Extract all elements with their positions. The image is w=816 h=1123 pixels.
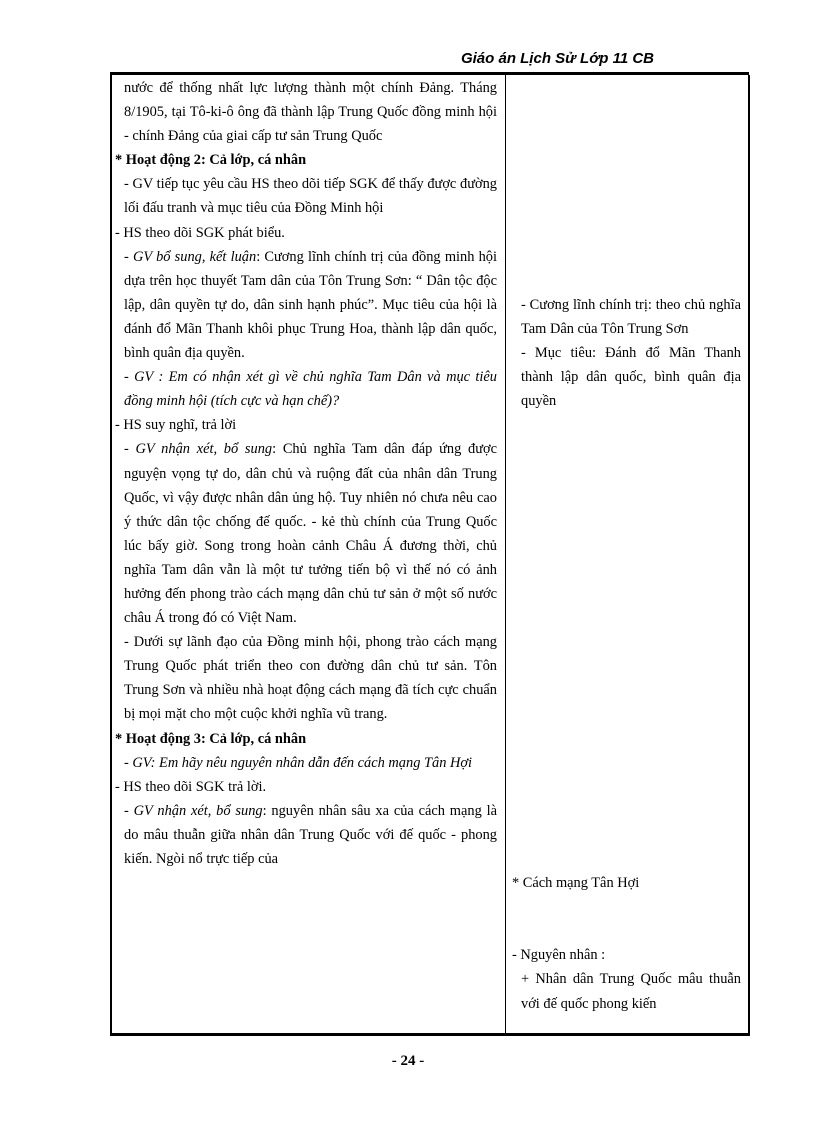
- teacher-question: GV : Em có nhận xét gì về chủ nghĩa Tam Dân và mục tiêu đồng minh hội (tích cực và hạn chế)?: [124, 369, 497, 410]
- summary-program: - Cương lĩnh chính trị: theo chủ nghĩa Tam Dân của Tôn Trung Sơn: [521, 296, 741, 337]
- activity-3-para-2: - HS theo dõi SGK trả lời.: [115, 778, 267, 795]
- right-column: [512, 76, 741, 1016]
- activity-3-title: * Hoạt động 3: Cả lớp, cá nhân: [115, 730, 307, 747]
- summary-revolution-title: * Cách mạng Tân Hợi: [512, 875, 640, 892]
- summary-goal: - Mục tiêu: Đánh đổ Mãn Thanh thành lập dân quốc, bình quân địa quyền: [521, 345, 741, 410]
- activity-2-title: * Hoạt động 2: Cả lớp, cá nhân: [115, 152, 307, 169]
- teacher-conclusion-lead: GV bổ sung, kết luận: [132, 248, 257, 265]
- activity-3-para-3: - GV nhận xét, bổ sung: nguyên nhân sâu xa của cách mạng là do mâu thuẫn giữa nhân dân Trung Quốc với đế quốc - phong kiến. Ngòi nổ trực tiếp của: [124, 802, 497, 867]
- intro-paragraph: nước để thống nhất lực lượng thành một chính Đảng. Tháng 8/1905, tại Tô-ki-ô ông đã thành lập Trung Quốc đồng minh hội - chính Đảng của giai cấp tư sản Trung Quốc: [124, 80, 497, 145]
- teacher-comment-lead: GV nhận xét, bổ sung: [135, 441, 273, 458]
- teacher-comment-text-2: : nguyên nhân sâu xa của cách mạng là do mâu thuẫn giữa nhân dân Trung Quốc với đế quốc - phong kiến. Ngòi nổ trực tiếp của: [124, 802, 497, 867]
- activity-2-para-6: - GV nhận xét, bổ sung: Chủ nghĩa Tam dân đáp ứng được nguyện vọng tự do, dân chủ và ruộng đất của nhân dân Trung Quốc, vì vậy được nhân dân ủng hộ. Tuy nhiên nó chưa nêu cao ý thức dân tộc chống đế quốc. - kẻ thù chính của Trung Quốc lúc bấy giờ. Song trong hoàn cảnh Châu Á đương thời, chủ nghĩa Tam dân vẫn là một tư tưởng tiến bộ vì thế nó có ảnh hưởng đến phong trào cách mạng dân chủ tư sản ở một số nước châu Á trong đó có Việt Nam.: [124, 441, 498, 627]
- teacher-comment-lead-2: GV nhận xét, bổ sung: [133, 802, 263, 819]
- activity-2-para-1: - GV tiếp tục yêu cầu HS theo dõi tiếp SGK để thấy được đường lối đấu tranh và mục tiêu của Đồng Minh hội: [124, 176, 497, 217]
- activity-2-para-7: - Dưới sự lãnh đạo của Đồng minh hội, phong trào cách mạng Trung Quốc phát triển theo con đường dân chủ tư sản. Tôn Trung Sơn và nhiều nhà hoạt động cách mạng đã tích cực chuẩn bị mọi mặt cho một cuộc khởi nghĩa vũ trang.: [124, 634, 497, 723]
- teacher-question-2: GV: Em hãy nêu nguyên nhân dẫn đến cách mạng Tân Hợi: [132, 754, 473, 771]
- activity-2-para-5: - HS suy nghĩ, trả lời: [115, 417, 237, 434]
- column-divider: [505, 75, 506, 1036]
- teacher-conclusion-text: : Cương lĩnh chính trị của đồng minh hội dựa trên học thuyết Tam dân của Tôn Trung Sơn: “ Dân tộc độc lập, dân quyền tự do, dân sinh hạnh phúc”. Mục tiêu của hội là đánh đổ Mãn Thanh khôi phục Trung Hoa, thành lập dân quốc, bình quân địa quyền.: [124, 248, 497, 362]
- activity-2-para-2: - HS theo dõi SGK phát biểu.: [115, 224, 285, 241]
- left-column: [115, 76, 497, 871]
- teacher-comment-text: : Chủ nghĩa Tam dân đáp ứng được nguyện vọng tự do, dân chủ và ruộng đất của nhân dân Trung Quốc, vì vậy được nhân dân ủng hộ. Tuy nhiên nó chưa nêu cao ý thức dân tộc chống đế quốc. - kẻ thù chính của Trung Quốc lúc bấy giờ. Song trong hoàn cảnh Châu Á đương thời, chủ nghĩa Tam dân vẫn là một tư tưởng tiến bộ vì thế nó có ảnh hưởng đến phong trào cách mạng dân chủ tư sản ở một số nước châu Á trong đó có Việt Nam.: [124, 441, 498, 627]
- page-header: Giáo án Lịch Sử Lớp 11 CB: [460, 50, 654, 67]
- activity-2-para-4: - GV : Em có nhận xét gì về chủ nghĩa Tam Dân và mục tiêu đồng minh hội (tích cực và hạn chế)?: [124, 369, 497, 410]
- summary-cause-detail: + Nhân dân Trung Quốc mâu thuẫn với đế quốc phong kiến: [521, 971, 741, 1012]
- activity-3-para-1: - GV: Em hãy nêu nguyên nhân dẫn đến cách mạng Tân Hợi: [124, 754, 473, 771]
- activity-2-para-3: - GV bổ sung, kết luận: Cương lĩnh chính trị của đồng minh hội dựa trên học thuyết Tam dân của Tôn Trung Sơn: “ Dân tộc độc lập, dân quyền tự do, dân sinh hạnh phúc”. Mục tiêu của hội là đánh đổ Mãn Thanh khôi phục Trung Hoa, thành lập dân quốc, bình quân địa quyền.: [124, 248, 497, 362]
- page-number: - 24 -: [391, 1053, 425, 1069]
- summary-cause-label: - Nguyên nhân :: [512, 947, 606, 964]
